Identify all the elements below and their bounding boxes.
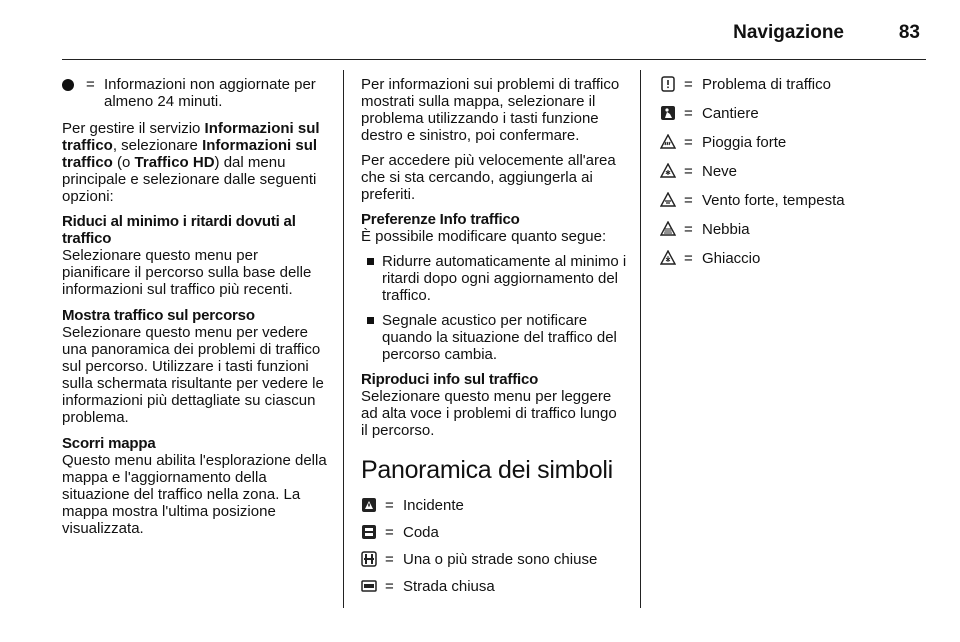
section-title-play-info: Riproduci info sul traffico xyxy=(361,371,539,388)
symbol-row: = Una o più strade sono chiuse xyxy=(361,551,627,568)
strong-wind-icon xyxy=(660,192,676,208)
symbol-label: Coda xyxy=(403,524,439,541)
snow-icon xyxy=(660,163,676,179)
menu-ref-traffic-info: Informazioni sul traffico xyxy=(62,120,320,154)
play-info-body: Selezionare questo menu per leggere ad alta voce i problemi di traffico lungo il percorso. xyxy=(361,388,617,439)
road-closed-icon xyxy=(361,551,377,567)
page-number: 83 xyxy=(898,22,920,43)
symbol-row: = Incidente xyxy=(361,497,627,514)
paragraph-favorites: Per accedere più velocemente all'area che si sta cercando, aggiungerla ai preferiti. xyxy=(361,152,616,203)
fog-icon xyxy=(660,221,676,237)
column-3 xyxy=(660,76,930,279)
column-1 xyxy=(62,76,328,546)
symbol-label: Ghiaccio xyxy=(702,250,761,267)
section-scroll-map xyxy=(62,435,328,537)
symbol-label: Nebbia xyxy=(702,221,750,238)
section-title: Mostra traffico sul percorso xyxy=(62,307,255,324)
symbol-label: Neve xyxy=(702,163,738,180)
bullet-square-icon xyxy=(367,317,374,324)
section-show-route-traffic xyxy=(62,307,328,426)
ice-icon xyxy=(660,250,676,266)
section-body: Questo menu abilita l'esplorazione della mappa e l'aggiornamento della situazione del traffico nella zona. La mappa mostra l'ultima posizione visualizzata. xyxy=(62,452,327,537)
page-title: Navigazione xyxy=(733,22,844,43)
intro-paragraph: Per gestire il servizio Informazioni sul traffico, selezionare Informazioni sul traffico (o Traffico HD) dal menu principale e selezionare dalle seguenti opzioni: xyxy=(62,120,320,205)
paragraph-traffic-problems: Per informazioni sui problemi di traffico mostrati sulla mappa, selezionare il problema utilizzando i tasti funzione destro e sinistro, poi confermare. xyxy=(361,76,620,144)
header-rule xyxy=(62,59,926,60)
symbol-row: = Problema di traffico xyxy=(660,76,930,93)
queue-icon xyxy=(361,524,377,540)
symbol-label: Pioggia forte xyxy=(702,134,787,151)
symbol-label: Una o più strade sono chiuse xyxy=(403,551,598,568)
section-title: Riduci al minimo i ritardi dovuti al traffico xyxy=(62,213,296,247)
section-minimize-delays xyxy=(62,213,328,298)
symbol-row: = Neve xyxy=(660,163,930,180)
symbol-row: = Strada chiusa xyxy=(361,578,627,595)
bullet-square-icon xyxy=(367,258,374,265)
section-title: Scorri mappa xyxy=(62,435,156,452)
symbol-row: = Vento forte, tempesta xyxy=(660,192,930,209)
equals-sign: = xyxy=(86,76,95,93)
symbol-row: = Ghiaccio xyxy=(660,250,930,267)
closed-road-icon xyxy=(361,578,377,594)
bullet-item: Segnale acustico per notificare quando la situazione del traffico del percorso cambia. xyxy=(361,312,627,363)
column-divider-2 xyxy=(640,70,641,608)
section-title-preferences: Preferenze Info traffico xyxy=(361,211,520,228)
symbol-row: = Nebbia xyxy=(660,221,930,238)
dot-symbol-row xyxy=(62,76,328,110)
symbol-row: = Coda xyxy=(361,524,627,541)
heavy-rain-icon xyxy=(660,134,676,150)
section-body: Selezionare questo menu per pianificare il percorso sulla base delle informazioni sul traffico più recenti. xyxy=(62,247,312,298)
symbol-row: = Cantiere xyxy=(660,105,930,122)
symbol-label: Problema di traffico xyxy=(702,76,831,93)
page-header xyxy=(62,18,926,58)
symbol-label: Strada chiusa xyxy=(403,578,495,595)
menu-ref-traffic-hd: Traffico HD xyxy=(134,154,215,171)
symbol-row: = Pioggia forte xyxy=(660,134,930,151)
preferences-intro: È possibile modificare quanto segue: xyxy=(361,228,607,245)
symbols-heading: Panoramica dei simboli xyxy=(361,456,613,484)
symbol-label: Vento forte, tempesta xyxy=(702,192,845,209)
symbol-label: Cantiere xyxy=(702,105,759,122)
column-divider-1 xyxy=(343,70,344,608)
bullet-item: Ridurre automaticamente al minimo i ritardi dopo ogni aggiornamento del traffico. xyxy=(361,253,627,304)
section-body: Selezionare questo menu per vedere una panoramica dei problemi di traffico sul percorso. Utilizzare i tasti funzioni sulla schermata risultante per vedere le informazioni più dettagliate su ciascun problema. xyxy=(62,324,324,426)
menu-ref-traffic-info-2: Informazioni sul traffico xyxy=(62,137,318,171)
roadworks-icon xyxy=(660,105,676,121)
filled-dot-icon xyxy=(62,79,74,91)
dot-symbol-text: Informazioni non aggiornate per almeno 24 minuti. xyxy=(104,76,316,110)
incident-icon xyxy=(361,497,377,513)
symbol-label: Incidente xyxy=(403,497,464,514)
traffic-problem-icon xyxy=(660,76,676,92)
column-2 xyxy=(361,76,627,605)
